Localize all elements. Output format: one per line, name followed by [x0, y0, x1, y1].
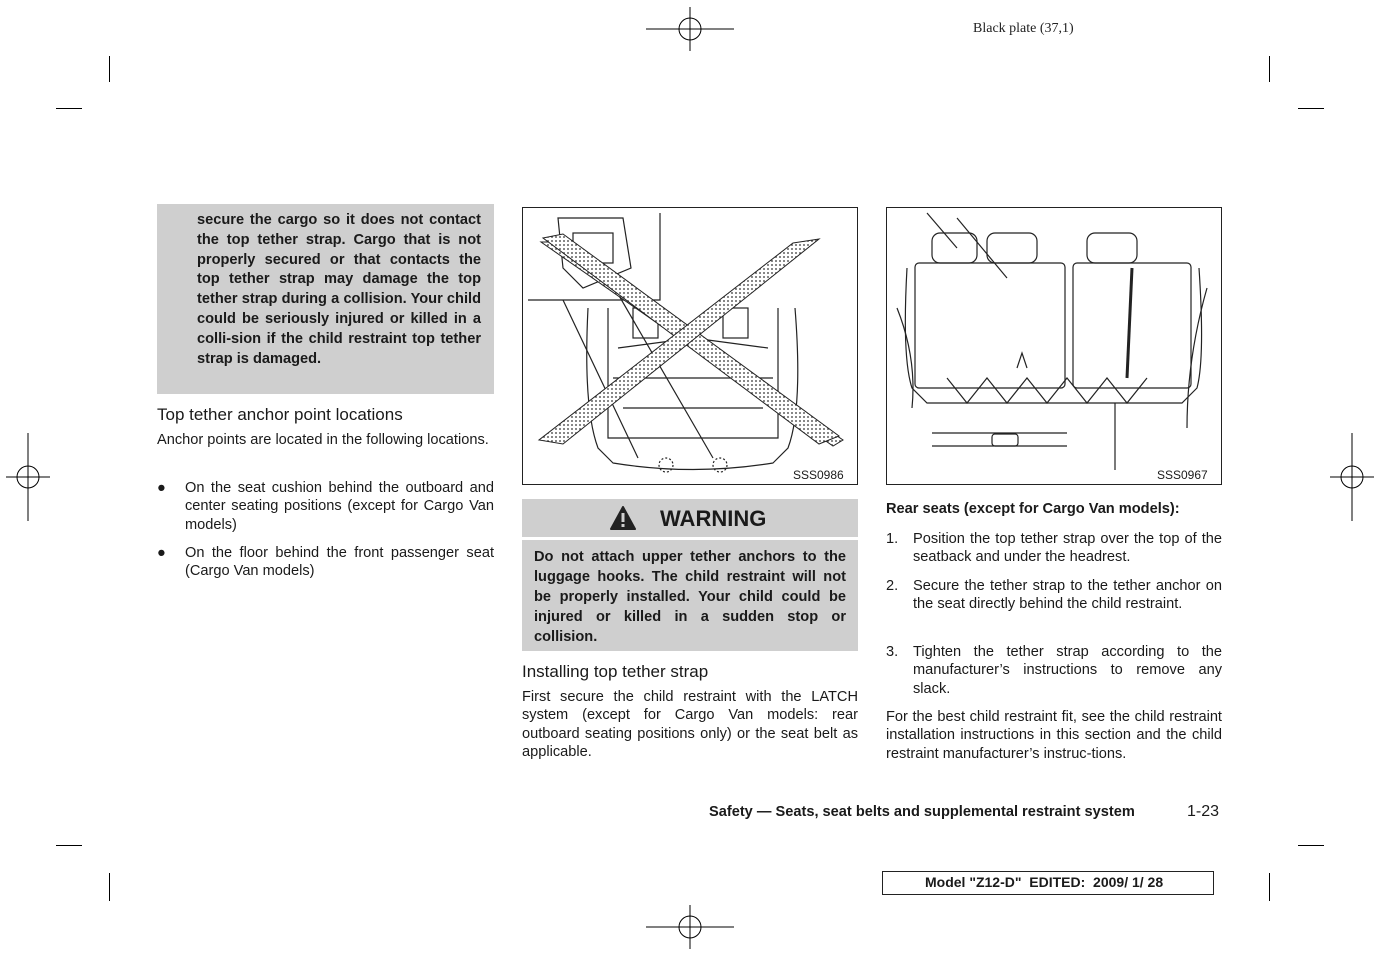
- figure-code: SSS0967: [1157, 468, 1208, 482]
- page-number: 1-23: [1187, 803, 1220, 820]
- step-text: Tighten the tether strap according to the manufacturer’s instructions to remove any slack.: [913, 644, 1222, 697]
- step-text: Secure the tether strap to the tether anchor on the seat directly behind the child restraint.: [913, 578, 1222, 613]
- warning-box: [522, 540, 858, 651]
- warning-header: [522, 499, 858, 537]
- bullet-text: On the floor behind the front passenger seat (Cargo Van models): [185, 545, 494, 580]
- install-heading: Installing top tether strap: [522, 662, 709, 681]
- model-box: [882, 871, 1214, 895]
- list-item: [157, 544, 494, 584]
- model-line: Model "Z12-D" EDITED: 2009/ 1/ 28: [925, 874, 1164, 890]
- anchor-intro: Anchor points are located in the following locations.: [157, 432, 489, 448]
- plate-label: Black plate (37,1): [973, 21, 1074, 36]
- rear-seats-heading: Rear seats (except for Cargo Van models):: [886, 501, 1180, 517]
- install-body: First secure the child restraint with the LATCH system (except for Cargo Van models: rear outboard seating positions only) or the seat belt as applicable.: [522, 689, 858, 760]
- warning-triangle-icon: [610, 506, 636, 530]
- bullet-text: On the seat cushion behind the outboard and center seating positions (except for Cargo Van models): [185, 480, 494, 533]
- list-item: [886, 643, 1222, 699]
- bullet-icon: ●: [157, 480, 166, 496]
- cargo-warning-box: [157, 204, 494, 394]
- figure-rear-seats: [886, 207, 1222, 485]
- warning-title: WARNING: [660, 506, 767, 531]
- list-item: [886, 577, 1222, 633]
- figure-code: SSS0986: [793, 468, 844, 482]
- list-item: [886, 530, 1222, 568]
- figure-cargo-hooks: [522, 207, 858, 485]
- footer-section-title: Safety — Seats, seat belts and supplemental restraint system: [709, 804, 1135, 820]
- step-number: 1.: [886, 531, 899, 547]
- closing-paragraph: For the best child restraint fit, see the child restraint installation instructions in this section and the child restraint manufacturer’s instruc-tions.: [886, 709, 1222, 762]
- warning-text: Do not attach upper tether anchors to the luggage hooks. The child restraint will not be properly installed. Your child could be injured or killed in a sudden stop or collision.: [534, 549, 846, 645]
- step-number: 2.: [886, 578, 899, 594]
- step-number: 3.: [886, 644, 899, 660]
- anchor-heading: Top tether anchor point locations: [157, 405, 403, 424]
- cargo-area-illustration: [523, 208, 857, 484]
- rear-seat-illustration: [887, 208, 1221, 484]
- list-item: [157, 479, 494, 535]
- step-text: Position the top tether strap over the top of the seatback and under the headrest.: [913, 531, 1222, 566]
- bullet-icon: ●: [157, 545, 166, 561]
- cargo-warning-text: secure the cargo so it does not contact the top tether strap. Cargo that is not properly secured or that contacts the top tether strap may damage the top tether strap during a collision. Your child could be seriously injured or killed in a colli-sion if the child restraint top tether strap is damaged.: [197, 212, 481, 367]
